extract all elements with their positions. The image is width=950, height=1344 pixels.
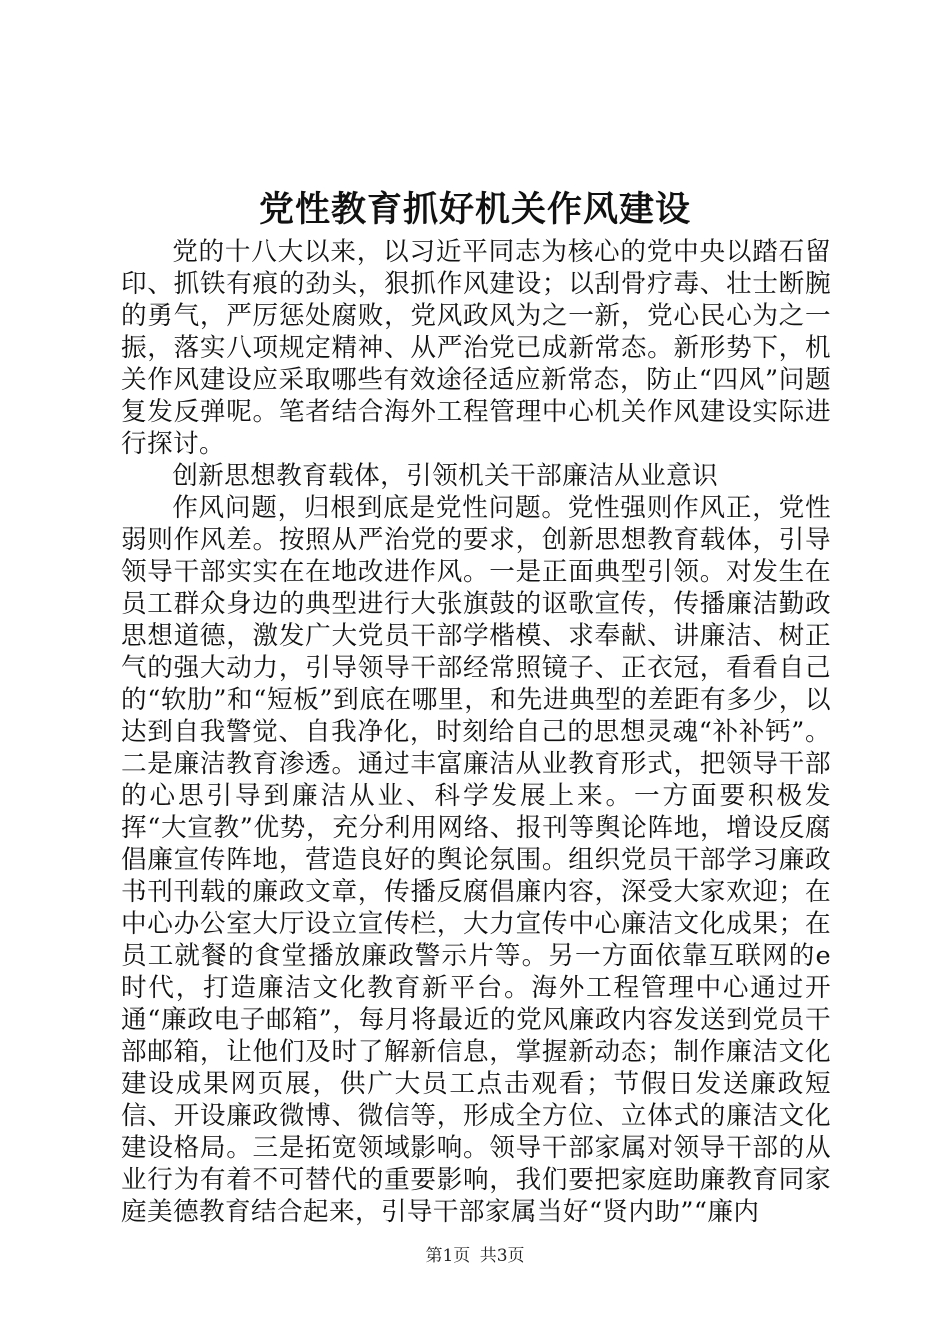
section-heading: 创新思想教育载体，引领机关干部廉洁从业意识	[172, 461, 719, 491]
page-footer	[0, 1244, 950, 1268]
document-title: 党性教育抓好机关作风建设	[258, 190, 691, 230]
page-total: 共3页	[479, 1246, 525, 1266]
body-paragraph: 作风问题，归根到底是党性问题。党性强则作风正，党性弱则作风差。按照从严治党的要求，创新思想教育载体，引导领导干部实实在在地改进作风。一是正面典型引领。对发生在员工群众身边的典型进行大张旗鼓的讴歌宣传，传播廉洁勤政思想道德，激发广大党员干部学楷模、求奉献、讲廉洁、树正气的强大动力，引导领导干部经常照镜子、正衣冠，看看自己的“软肋”和“短板”到底在哪里，和先进典型的差距有多少，以达到自我警觉、自我净化，时刻给自己的思想灵魂“补补钙”。二是廉洁教育渗透。通过丰富廉洁从业教育形式，把领导干部的心思引导到廉洁从业、科学发展上来。一方面要积极发挥“大宣教”优势，充分利用网络、报刊等舆论阵地，增设反腐倡廉宣传阵地，营造良好的舆论氛围。组织党员干部学习廉政书刊刊载的廉政文章，传播反腐倡廉内容，深受大家欢迎；在中心办公室大厅设立宣传栏，大力宣传中心廉洁文化成果；在员工就餐的食堂播放廉政警示片等。另一方面依靠互联网的e时代，打造廉洁文化教育新平台。海外工程管理中心通过开通“廉政电子邮箱”，每月将最近的党风廉政内容发送到党员干部邮箱，让他们及时了解新信息，掌握新动态；制作廉洁文化建设成果网页展，供广大员工点击观看；节假日发送廉政短信、开设廉政微博、微信等，形成全方位、立体式的廉洁文化建设格局。三是拓宽领域影响。领导干部家属对领导干部的从业行为有着不可替代的重要影响，我们要把家庭助廉教育同家庭美德教育结合起来，引导干部家属当好“贤内助”“廉内	[121, 493, 831, 1227]
document-body	[121, 236, 831, 1228]
intro-paragraph: 党的十八大以来，以习近平同志为核心的党中央以踏石留印、抓铁有痕的劲头，狠抓作风建设；以刮骨疗毒、壮士断腕的勇气，严厉惩处腐败，党风政风为之一新，党心民心为之一振，落实八项规定精神、从严治党已成新常态。新形势下，机关作风建设应采取哪些有效途径适应新常态，防止“四风”问题复发反弹呢。笔者结合海外工程管理中心机关作风建设实际进行探讨。	[121, 237, 831, 459]
page-number: 第1页	[425, 1246, 471, 1266]
